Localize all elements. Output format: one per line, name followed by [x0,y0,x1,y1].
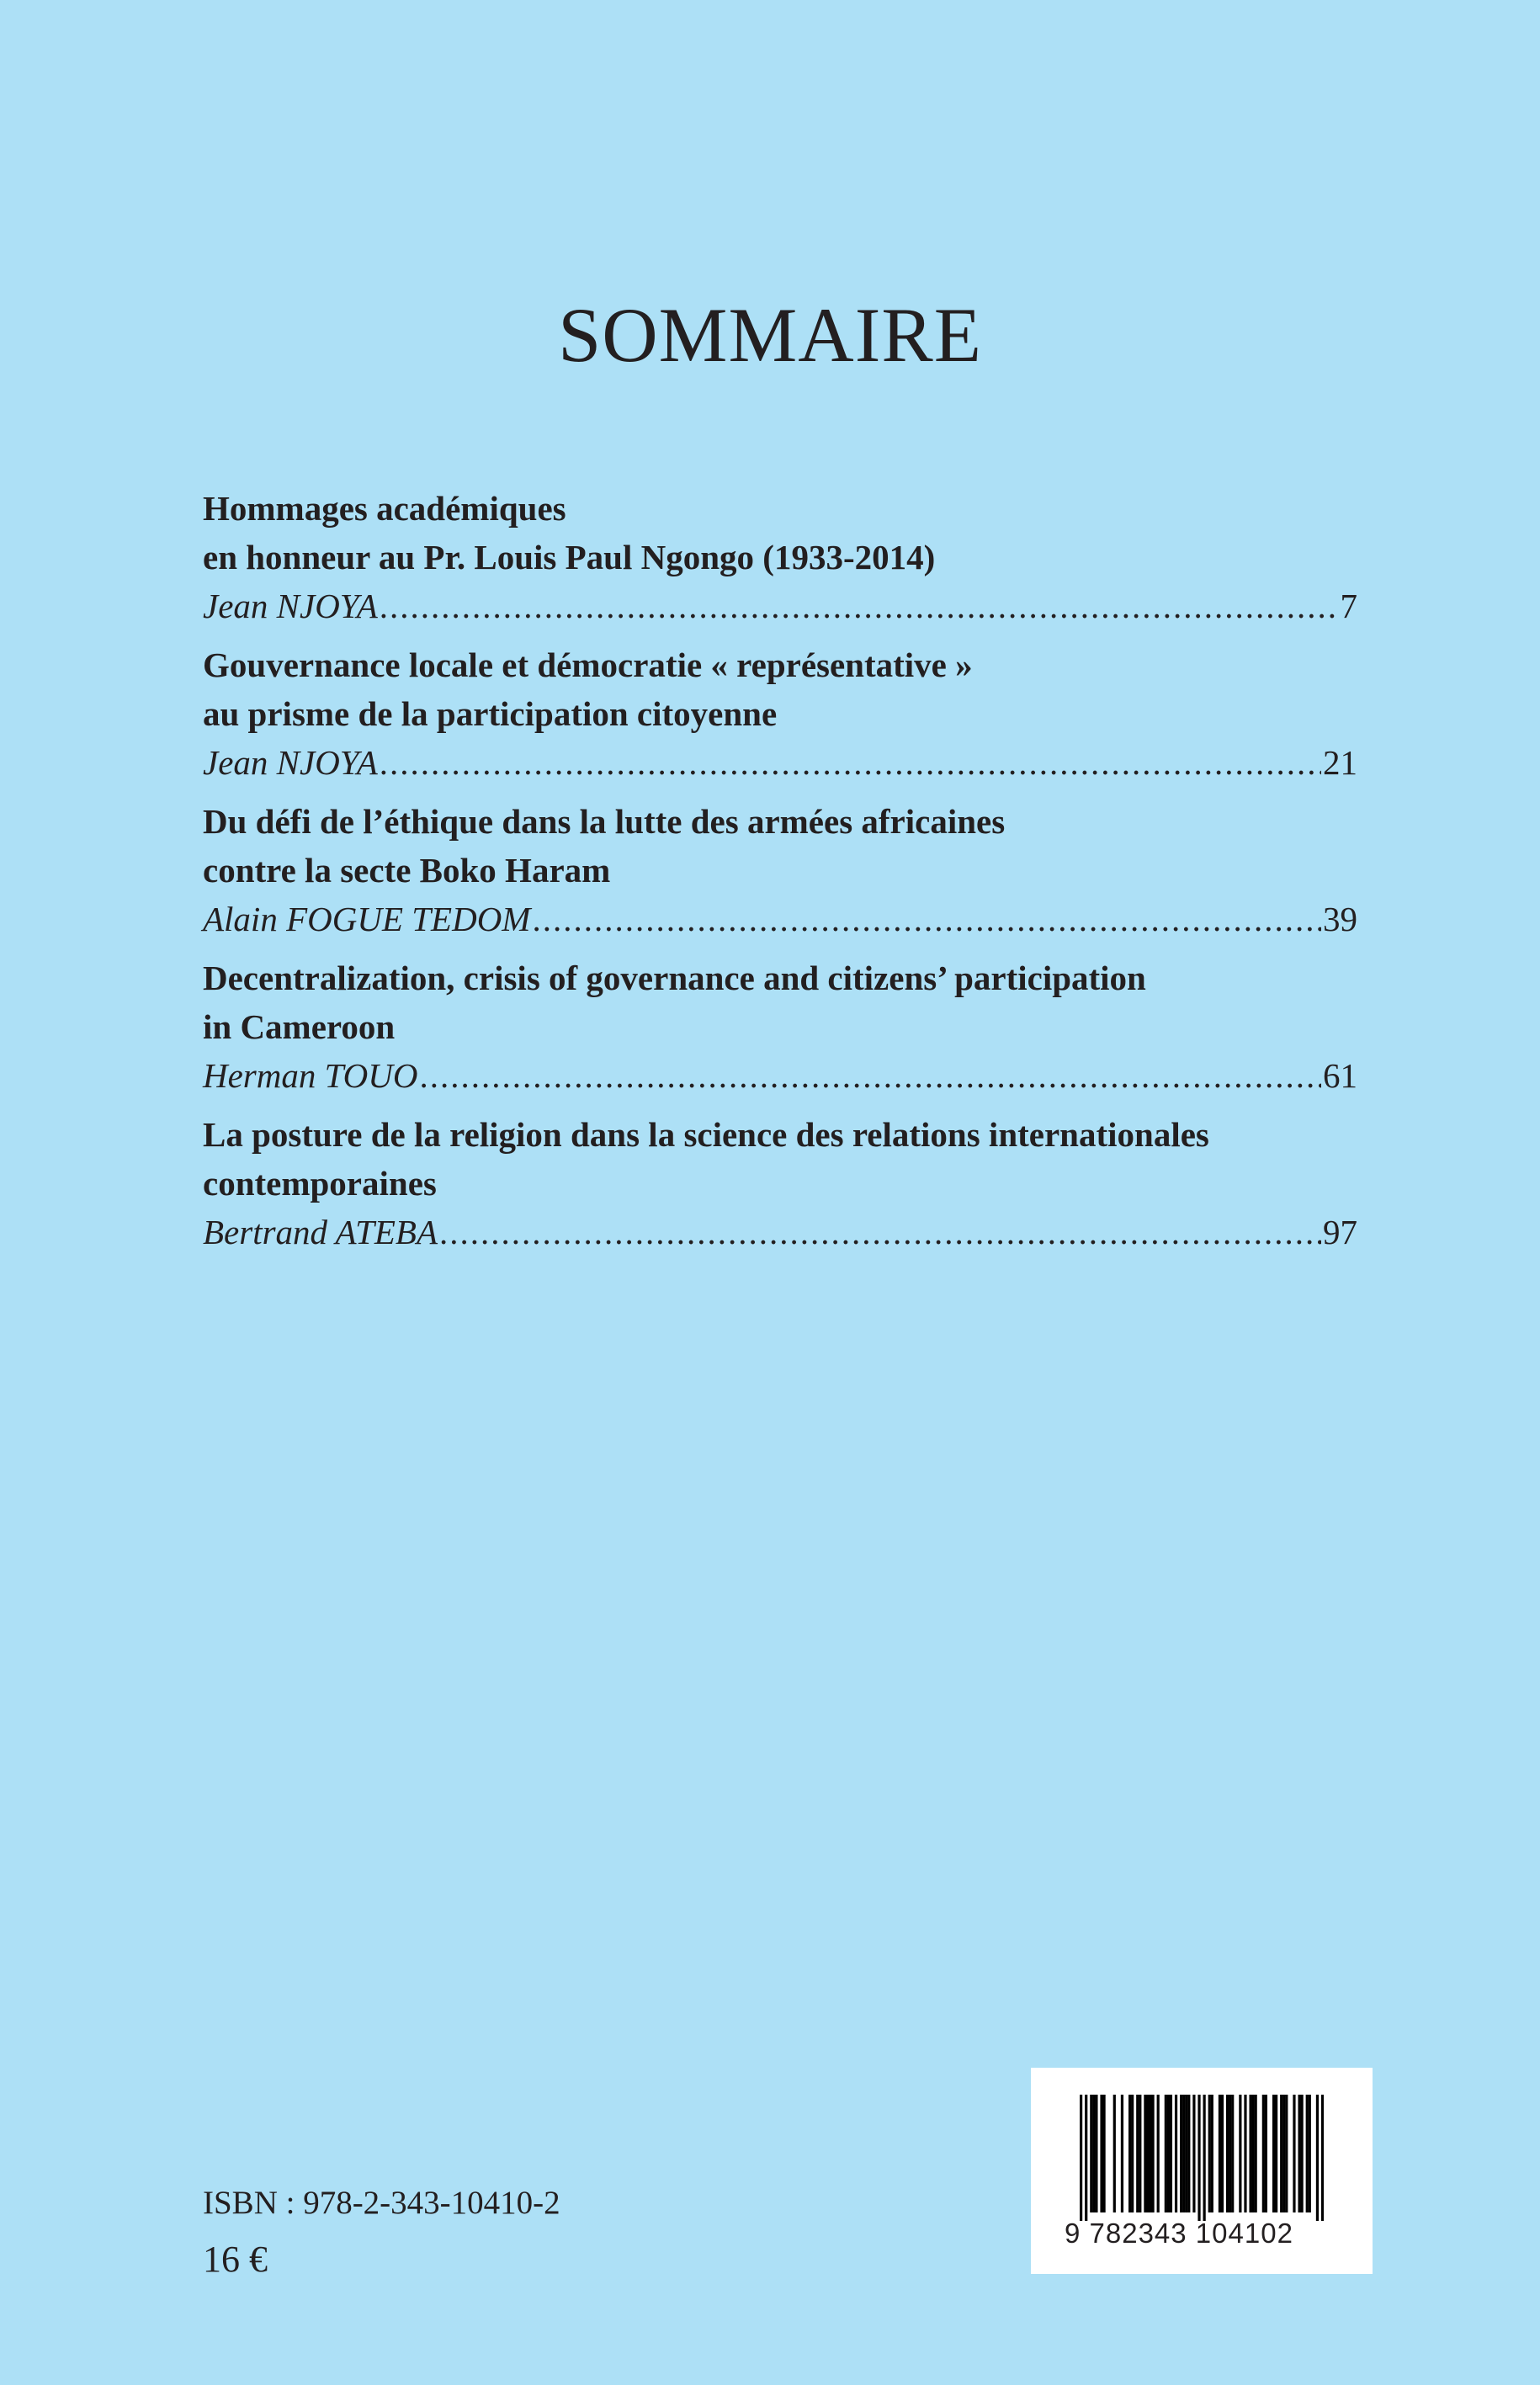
barcode-bar [1211,2095,1213,2212]
toc-entry-author: Bertrand ATEBA [203,1213,438,1251]
dot-leader [439,1208,1321,1256]
barcode-digits: 9 782343 104102 [1065,2218,1293,2249]
barcode-bar [1182,2095,1185,2212]
barcode-bar [1157,2095,1160,2212]
toc-entry-page: 7 [1340,587,1357,625]
toc-entry-page: 97 [1323,1213,1357,1251]
barcode-bar [1102,2095,1105,2212]
toc-entry-title-line: Du défi de l’éthique dans la lutte des armées africaines [203,802,1006,841]
barcode-bar [1309,2095,1311,2212]
dot-leader [380,582,1339,630]
barcode-bar [1280,2095,1282,2212]
barcode-bar [1139,2095,1141,2212]
toc-entry-page: 21 [1323,743,1357,782]
barcode-bar [1255,2095,1257,2212]
barcode-bar [1136,2095,1139,2212]
barcode-bar [1219,2095,1221,2212]
barcode-bar [1092,2095,1095,2212]
barcode-bar [1306,2095,1309,2212]
barcode-bar [1265,2095,1267,2212]
dot-leader [380,738,1321,787]
toc-entry-1 [203,484,1357,630]
barcode-bar [1185,2095,1187,2212]
barcode-bar [1131,2095,1134,2212]
barcode-bar [1187,2095,1190,2212]
toc-entry-author-line [203,582,1357,630]
toc-entry-title-line: La posture de la religion dans la science des relations internationales [203,1115,1209,1154]
toc-entry-3 [203,797,1357,943]
barcode-bar [1170,2095,1172,2212]
toc-entry-title-line: contre la secte Boko Haram [203,851,611,890]
barcode-bar [1146,2095,1149,2212]
toc-entry-author: Jean NJOYA [203,743,378,782]
toc-entry-author-line [203,1208,1357,1256]
barcode-bar [1301,2095,1304,2212]
barcode-bar [1165,2095,1167,2212]
barcode-bar [1175,2095,1177,2212]
barcode-bar [1221,2095,1224,2212]
toc-entry-5 [203,1110,1357,1256]
barcode-bar [1293,2095,1295,2212]
barcode-bar [1085,2095,1087,2221]
barcode-bar [1239,2095,1241,2212]
toc-entry-page: 39 [1323,900,1357,938]
page-title: SOMMAIRE [558,292,982,378]
toc-entry-author: Alain FOGUE TEDOM [203,900,531,938]
barcode-bar [1316,2095,1319,2221]
isbn-label: ISBN : 978-2-343-10410-2 [203,2185,560,2221]
barcode-bar [1113,2095,1116,2212]
barcode-bar [1151,2095,1154,2212]
barcode-bar [1249,2095,1251,2212]
barcode-bar [1231,2095,1234,2212]
table-of-contents [203,484,1357,1267]
barcode-bar [1226,2095,1229,2212]
barcode-bar [1121,2095,1123,2212]
barcode-bar [1144,2095,1146,2212]
barcode-bar [1262,2095,1265,2212]
toc-entry-author-line [203,738,1357,787]
barcode-bar [1149,2095,1151,2212]
barcode-bar [1203,2095,1206,2221]
toc-entry-title-line: Gouvernance locale et démocratie « représentative » [203,645,973,684]
barcode-bar [1298,2095,1300,2212]
barcode [1031,2068,1373,2274]
barcode-bar [1080,2095,1082,2221]
toc-entry-title-line: in Cameroon [203,1007,396,1046]
barcode-bar [1229,2095,1231,2212]
barcode-bar [1272,2095,1275,2212]
barcode-bars [1080,2095,1324,2221]
toc-entry-title-line: contemporaines [203,1164,437,1203]
toc-entry-title-line: en honneur au Pr. Louis Paul Ngongo (1933-2014) [203,538,936,576]
toc-entry-title-line: Decentralization, crisis of governance and citizens’ participation [203,959,1146,997]
barcode-bar [1192,2095,1195,2212]
barcode-bar [1244,2095,1246,2212]
toc-entry-author: Jean NJOYA [203,587,378,625]
dot-leader [420,1051,1321,1100]
barcode-bar [1197,2095,1200,2221]
barcode-bar [1167,2095,1170,2212]
barcode-bar [1208,2095,1211,2212]
toc-entry-author-line [203,1051,1357,1100]
barcode-bar [1285,2095,1288,2212]
barcode-bar [1252,2095,1255,2212]
barcode-bar [1090,2095,1092,2212]
barcode-bar [1180,2095,1182,2212]
toc-entry-title-line: Hommages académiques [203,489,566,528]
barcode-bar [1100,2095,1102,2212]
toc-entry-2 [203,640,1357,787]
price-label: 16 € [203,2239,268,2280]
barcode-bar [1275,2095,1277,2212]
barcode-bar [1095,2095,1097,2212]
toc-entry-author-line [203,895,1357,943]
barcode-bar [1321,2095,1324,2221]
toc-entry-page: 61 [1323,1056,1357,1095]
toc-entry-4 [203,953,1357,1100]
toc-entry-author: Herman TOUO [203,1056,418,1095]
barcode-bar [1282,2095,1285,2212]
toc-entry-title-line: au prisme de la participation citoyenne [203,694,778,733]
barcode-bar [1128,2095,1131,2212]
dot-leader [532,895,1321,943]
